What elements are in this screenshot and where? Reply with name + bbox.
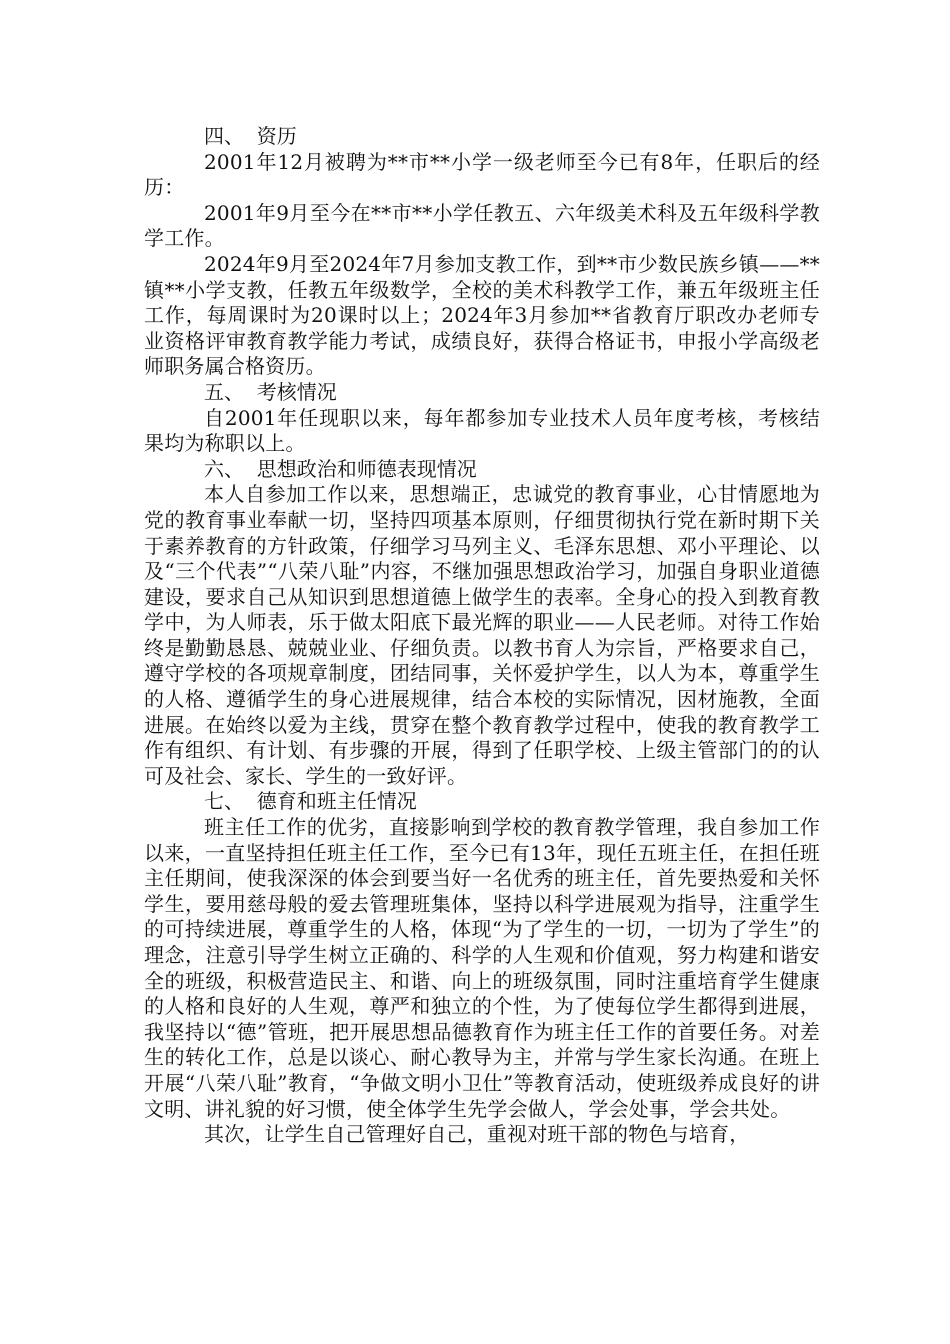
paragraph: 2024年9月至2024年7月参加支教工作，到**市少数民族乡镇——**镇**小学支教，任教五年级数学，全校的美术科教学工作，兼五年级班主任工作，每周课时为20课时以上；2024年3月参加**省教育厅职改办老师专业资格评审教育教学能力考试，成绩良好，获得合格证书，申报小学高级老师职务属合格资历。 bbox=[144, 251, 820, 379]
section-assessment bbox=[144, 380, 820, 457]
section-heading: 四、 资历 bbox=[204, 124, 297, 148]
section-heading: 六、 思想政治和师德表现情况 bbox=[204, 456, 477, 481]
section-ethics bbox=[144, 457, 820, 790]
paragraph: 自2001年任现职以来，每年都参加专业技术人员年度考核，考核结果均为称职以上。 bbox=[144, 405, 820, 456]
paragraph: 2001年9月至今在**市**小学任教五、六年级美术科及五年级科学教学工作。 bbox=[144, 200, 820, 251]
paragraph: 本人自参加工作以来，思想端正，忠诚党的教育事业，心甘情愿地为党的教育事业奉献一切，坚持四项基本原则，仔细贯彻执行党在新时期下关于素养教育的方针政策，仔细学习马列主义、毛泽东思想、邓小平理论、以及“三个代表”“八荣八耻”内容，不继加强思想政治学习，加强自身职业道德建设，要求自己从知识到思想道德上做学生的表率。全身心的投入到教育教学中，为人师表，乐于做太阳底下最光辉的职业——人民老师。对待工作始终是勤勤恳恳、兢兢业业、仔细负责。以教书育人为宗旨，严格要求自己，遵守学校的各项规章制度，团结同事，关怀爱护学生，以人为本，尊重学生的人格、遵循学生的身心进展规律，结合本校的实际情况，因材施教，全面进展。在始终以爱为主线，贯穿在整个教育教学过程中，使我的教育教学工作有组织、有计划、有步骤的开展，得到了任职学校、上级主管部门的的认可及社会、家长、学生的一致好评。 bbox=[144, 482, 820, 788]
section-heading: 五、 考核情况 bbox=[204, 379, 337, 404]
paragraph: 2001年12月被聘为**市**小学一级老师至今已有8年，任职后的经历： bbox=[144, 149, 820, 200]
section-class-teacher bbox=[144, 789, 820, 1147]
section-qualifications bbox=[144, 124, 820, 380]
paragraph: 班主任工作的优劣，直接影响到学校的教育教学管理，我自参加工作以来，一直坚持担任班主任工作，至今已有13年，现任五班主任，在担任班主任期间，使我深深的体会到要当好一名优秀的班主任，首先要热爱和关怀学生，要用慈母般的爱去管理班集体，坚持以科学进展观为指导，注重学生的可持续进展，尊重学生的人格，体现“为了学生的一切，一切为了学生”的理念，注意引导学生树立正确的、科学的人生观和价值观，努力构建和谐安全的班级，积极营造民主、和谐、向上的班级氛围，同时注重培育学生健康的人格和良好的人生观，尊严和独立的个性，为了使每位学生都得到进展，我坚持以“德”管班，把开展思想品德教育作为班主任工作的首要任务。对差生的转化工作，总是以谈心、耐心教导为主，并常与学生家长沟通。在班上开展“八荣八耻”教育，“争做文明小卫仕”等教育活动，使班级养成良好的讲文明、讲礼貌的好习惯，使全体学生先学会做人，学会处事，学会共处。 bbox=[144, 815, 820, 1121]
document-page bbox=[144, 124, 820, 1148]
paragraph: 其次，让学生自己管理好自己，重视对班干部的物色与培育， bbox=[204, 1122, 750, 1147]
section-heading: 七、 德育和班主任情况 bbox=[204, 789, 417, 814]
